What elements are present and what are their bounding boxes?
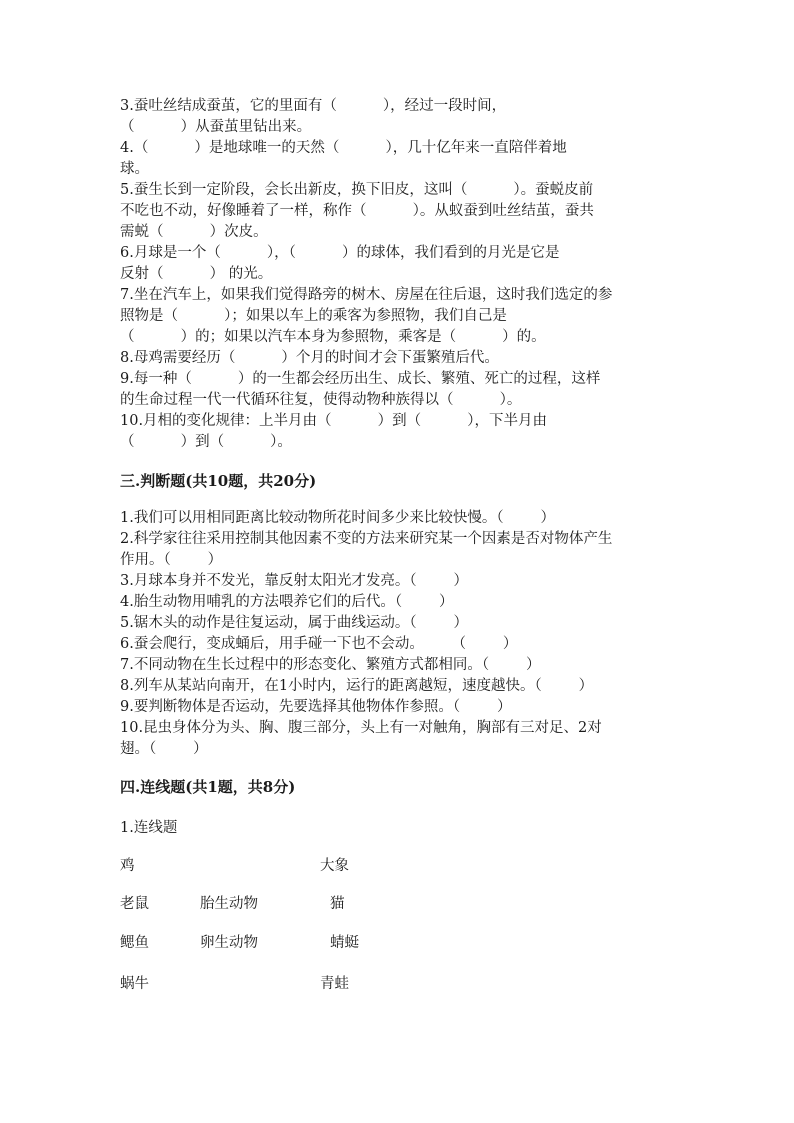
judgment-line: 9.要判断物体是否运动，先要选择其他物体作参照。（ ） <box>120 699 512 715</box>
fill-line: 6.月球是一个（ ），（ ）的球体，我们看到的月光是它是 <box>120 245 560 261</box>
judgment-line: 6.蚕会爬行，变成蛹后，用手碰一下也不会动。 （ ） <box>120 636 518 652</box>
fill-line: 5.蚕生长到一定阶段，会长出新皮，换下旧皮，这叫（ ）。蚕蜕皮前 <box>120 182 594 198</box>
fill-line: 8.母鸡需要经历（ ）个月的时间才会下蛋繁殖后代。 <box>120 350 499 366</box>
matching-left-item[interactable]: 鳃鱼 <box>120 935 149 951</box>
section-title-matching: 四.连线题(共1题，共8分) <box>120 778 296 796</box>
matching-left-item[interactable]: 老鼠 <box>120 896 149 912</box>
judgment-line: 7.不同动物在生长过程中的形态变化、繁殖方式都相同。（ ） <box>120 657 541 673</box>
matching-left-item[interactable]: 鸡 <box>120 858 135 874</box>
judgment-line: 翅。（ ） <box>120 741 208 757</box>
judgment-line: 4.胎生动物用哺乳的方法喂养它们的后代。（ ） <box>120 594 454 610</box>
judgment-line: 作用。（ ） <box>120 552 223 568</box>
judgment-line: 5.锯木头的动作是往复运动，属于曲线运动。（ ） <box>120 615 468 631</box>
fill-line: 不吃也不动，好像睡着了一样，称作（ ）。从蚁蚕到吐丝结茧，蚕共 <box>120 203 594 219</box>
matching-left-item[interactable]: 蜗牛 <box>120 976 149 992</box>
fill-line: 反射（ ） 的光。 <box>120 266 273 282</box>
matching-right-item[interactable]: 大象 <box>320 858 349 874</box>
fill-line: 4.（ ）是地球唯一的天然（ ），几十亿年来一直陪伴着地 <box>120 140 567 156</box>
matching-middle-item[interactable]: 胎生动物 <box>200 896 258 912</box>
fill-line: 需蜕（ ）次皮。 <box>120 224 268 240</box>
matching-right-item[interactable]: 青蛙 <box>320 976 349 992</box>
matching-middle-item[interactable]: 卵生动物 <box>200 935 258 951</box>
fill-line: （ ）到（ ）。 <box>120 434 292 450</box>
fill-line: 3.蚕吐丝结成蚕茧，它的里面有（ ），经过一段时间， <box>120 98 507 114</box>
fill-line: 照物是（ ）；如果以车上的乘客为参照物，我们自己是 <box>120 308 507 324</box>
fill-line: 7.坐在汽车上，如果我们觉得路旁的树木、房屋在往后退，这时我们选定的参 <box>120 287 613 303</box>
matching-right-item[interactable]: 猫 <box>330 896 345 912</box>
judgment-line: 2.科学家往往采用控制其他因素不变的方法来研究某一个因素是否对物体产生 <box>120 531 613 547</box>
fill-line: 球。 <box>120 161 149 177</box>
fill-line: 10.月相的变化规律：上半月由（ ）到（ ），下半月由 <box>120 413 547 429</box>
judgment-line: 3.月球本身并不发光，靠反射太阳光才发亮。（ ） <box>120 573 468 589</box>
judgment-line: 1.我们可以用相同距离比较动物所花时间多少来比较快慢。（ ） <box>120 510 555 526</box>
judgment-line: 10.昆虫身体分为头、胸、腹三部分，头上有一对触角，胸部有三对足、2对 <box>120 720 602 736</box>
judgment-line: 8.列车从某站向南开，在1小时内，运行的距离越短，速度越快。（ ） <box>120 678 594 694</box>
matching-right-item[interactable]: 蜻蜓 <box>330 935 359 951</box>
fill-line: 的生命过程一代一代循环往复，使得动物种族得以（ ）。 <box>120 392 522 408</box>
fill-line: 9.每一种（ ）的一生都会经历出生、成长、繁殖、死亡的过程，这样 <box>120 371 601 387</box>
matching-question-label: 1.连线题 <box>120 820 178 836</box>
fill-line: （ ）从蚕茧里钻出来。 <box>120 119 312 135</box>
fill-line: （ ）的；如果以汽车本身为参照物，乘客是（ ）的。 <box>120 329 546 345</box>
section-title-judgment: 三.判断题(共10题，共20分) <box>120 472 317 490</box>
